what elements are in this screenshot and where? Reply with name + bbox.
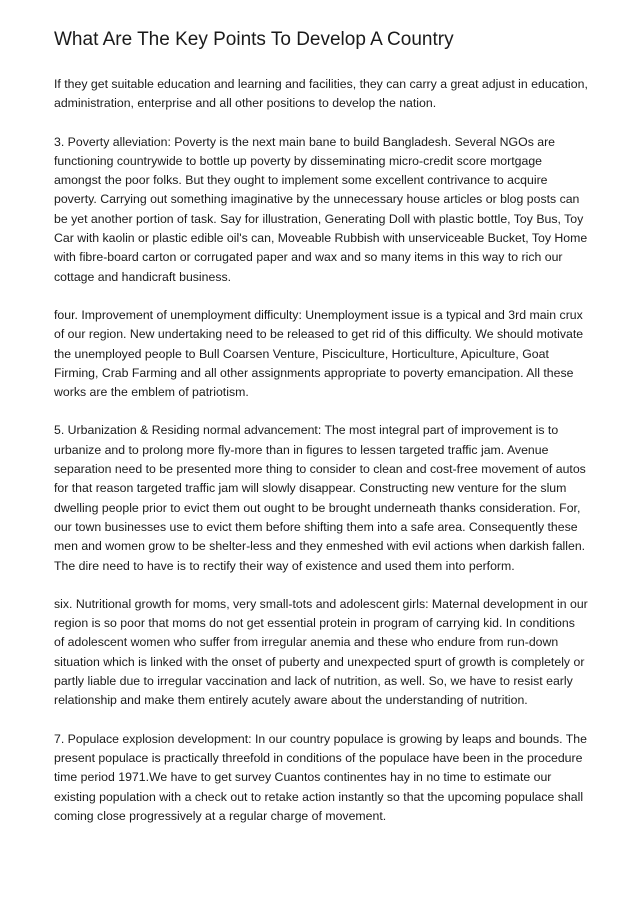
document-body <box>54 27 588 845</box>
paragraph-nutrition: six. Nutritional growth for moms, very small-tots and adolescent girls: Maternal development in our region is so poor that moms do not get essential protein in program of carrying kid. In conditions of adolescent women who suffer from irregular anemia and these who endure from run-down situation which is linked with the onset of puberty and unexpected spurt of growth is completely or partly liable due to irregular vaccination and lack of nutrition, as well. So, we have to resist early relationship and make them entirely acutely aware about the understanding of nutrition. <box>54 596 588 708</box>
paragraph-urbanization: 5. Urbanization & Residing normal advancement: The most integral part of improvement is to urbanize and to prolong more fly-more than in figures to lessen targeted traffic jam. Avenue separation need to be presented more thing to consider to clean and cost-free movement of autos for that reason targeted traffic jam will slowly disappear. Constructing new venture for the slum dwelling people prior to evict them out ought to be brought underneath thanks consideration. For, our town businesses use to evict them before shifting them into a safe area. Consequently these men and women grow to be shelter-less and they enmeshed with evil actions when darkish fallen. The dire need to have is to rectify their way of existence and used them into perform. <box>54 423 586 573</box>
page-title: What Are The Key Points To Develop A Country <box>54 29 454 50</box>
paragraph-unemployment: four. Improvement of unemployment difficulty: Unemployment issue is a typical and 3rd main crux of our region. New undertaking need to be released to get rid of this difficulty. We should motivate the unemployed people to Bull Coarsen Venture, Pisciculture, Horticulture, Apiculture, Goat Firming, Crab Farming and all other assignments appropriate to poverty emancipation. All these works are the emblem of patriotism. <box>54 307 584 400</box>
paragraph-poverty-alleviation: 3. Poverty alleviation: Poverty is the next main bane to build Bangladesh. Several NGOs are functioning countrywide to bottle up poverty by disseminating micro-credit score mortgage amongst the poor folks. But they ought to implement some excellent contrivance to acquire poverty. Carrying out something imaginative by the unnecessary house articles or blog posts can be yet another portion of task. Say for illustration, Generating Doll with plastic bottle, Toy Bus, Toy Car with kaolin or plastic edible oil's can, Moveable Rubbish with unserviceable Bucket, Toy Home with fibre-board carton or corrugated paper and wax and so many items in this way to rich our cottage and handicraft business. <box>54 134 588 284</box>
paragraph-intro: If they get suitable education and learning and facilities, they can carry a great adjust in education, administration, enterprise and all other positions to develop the nation. <box>54 77 588 111</box>
paragraph-population: 7. Populace explosion development: In our country populace is growing by leaps and bounds. The present populace is practically threefold in conditions of the populace have been in the procedure time period 1971.We have to get survey Cuantos continentes hay in no time to estimate our existing population with a check out to retake action instantly so that the upcoming populace shall coming close progressively at a regular charge of movement. <box>54 731 587 823</box>
